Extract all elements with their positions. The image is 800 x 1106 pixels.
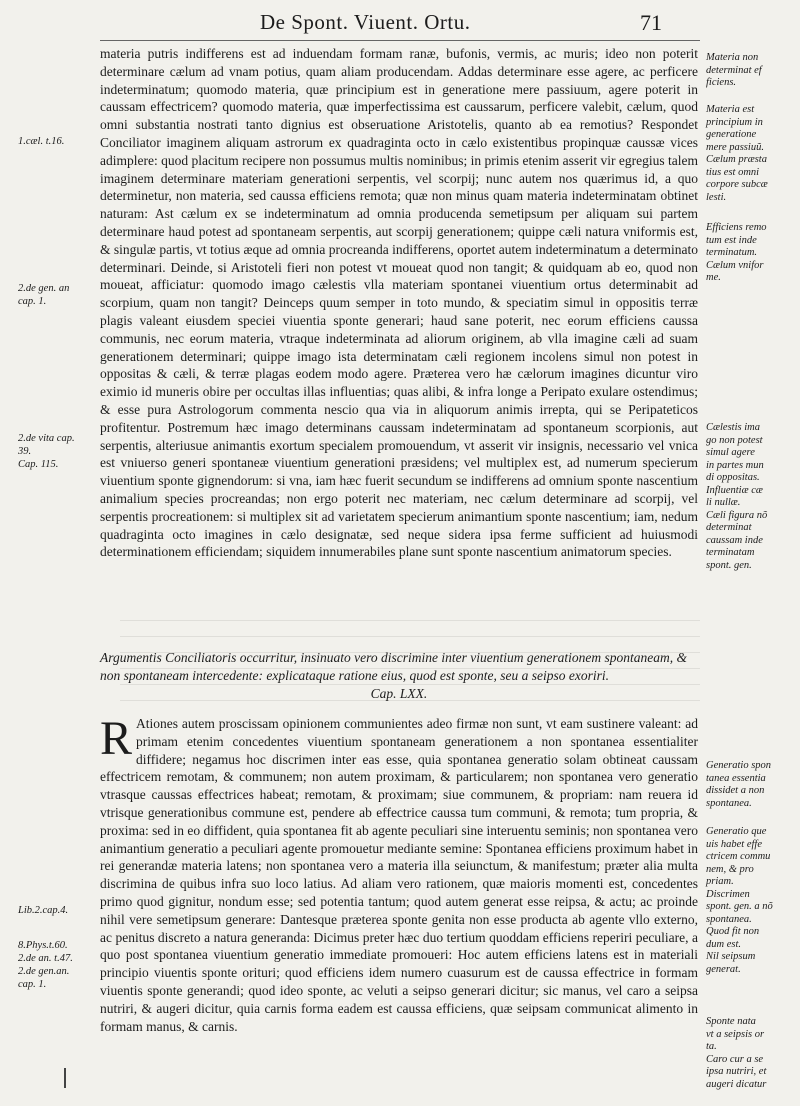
rubric-text: Argumentis Conciliatoris occurritur, insinuato vero discrimine inter viuentium generationem spontaneam, & non spontaneam intercedente: explicataque ratione eius, quod est sponte, seu a seipso exoriri. (100, 650, 687, 683)
chapter-number: Cap. LXX. (370, 685, 428, 701)
margin-note-6: Generatio que uis habet effe ctricem commu nem, & pro priam. Discrimen spont. gen. a nõ spontanea. Quod fit non dum est. Nil seipsum generat. (706, 826, 773, 975)
left-reference-2: 2.de gen. an cap. 1. (18, 283, 70, 307)
left-reference-3: 2.de vita cap. 39. Cap. 115. (18, 433, 75, 470)
margin-mark (64, 1068, 66, 1088)
drop-capital: R (100, 712, 133, 765)
margin-note-1: Materia non determinat ef ficiens. (706, 52, 762, 88)
header-rule (100, 40, 700, 41)
margin-note-2: Materia est principium in generatione mere passiuũ. Cælum præsta tius est omni corpore subcæ lesti. (706, 104, 768, 203)
margin-note-7: Sponte nata vt a seipsis or ta. Caro cur a se ipsa nutriri, et augeri dicatur (706, 1016, 767, 1090)
margin-note-4: Cælestis ima go non potest simul agere in partes mun di oppositas. Influentiæ cæ li nullæ. Cæli figura nõ determinat caussam inde terminatam spont. gen. (706, 422, 768, 571)
main-text-chapter (100, 712, 698, 1035)
left-reference-5: 8.Phys.t.60. 2.de an. t.47. 2.de gen.an. cap. 1. (18, 940, 73, 990)
left-reference-4: Lib.2.cap.4. (18, 905, 69, 916)
chapter-rubric (100, 649, 698, 702)
left-reference-1: 1.cæl. t.16. (18, 136, 65, 147)
page-number: 71 (640, 10, 662, 35)
margin-note-5: Generatio spon tanea essentia dissidet a non spontanea. (706, 760, 772, 809)
chapter-body: Ationes autem proscissam opinionem communientes adeo firmæ non sunt, vt eam sustinere valeant: ad primam etenim concedentes viuentium spontaneam generationem a non spontanea essentialiter diffidere; negamus hoc discrimen inter eas esse, quia spontanea generatio solam obtineat caussam effectricem remotam, & communem; non autem proximam, & particularem; non spontanea vero generatio vtrasque caussas effectrices habeat; remotam, & proximam; siue communem, & propriam: nam reuera id vtrisque generationibus commune est, pendere ab effectrice caussa tum communi, & remota; tum propria, & proxima: sed in eo diffident, quia spontanea fit ab agente peculiari sine interuentu seminis; non spontanea vero animantium generatio a peculiari agente promouetur mediante semine: Spontanea efficiens proximum habet in rei generandæ materia latens; non spontanea vero a materia illa seiunctum, & manifestum; præter alia multa discrimina de quibus infra suo loco latius. Ad aliam vero rationem, quæ maioris momenti est, concedentes primo quod gignitur, nondum esse; sed potentia tantum; quod autem generat esse reipsa, & actu; ac proinde nihil vere semetipsum generare: Dantesque præterea sponte genita non esse producta ab agente vllo externo, ac penitus discreto a natura generanda: Dicimus preter hæc duo tertium quoddam efficiens reperiri peculiare, a quo post spontanea viuentium generatio immediate promoueri: Hoc autem efficiens latens est in materiali principio viuentis sponte orituri; quod efficiens idem numero cuasurum est de caussa effectrice in formam viuentis sponte generandi; quod ideo sponte, ac veluti a seipso generari dicitur; sic manus, vel caro a seipsa nutriri, & augeri dicitur, quia carnis forma eadem est caussa efficiens, quæ seipsam communicat alimento in formam manus, & carnis. (100, 716, 698, 1034)
running-title: De Spont. Viuent. Ortu. (260, 10, 471, 34)
main-text-block: materia putris indifferens est ad induendam formam ranæ, bufonis, vermis, ac muris; ideo non poterit determinare cælum ad vnam potius, quam aliam producendam. Addas determinare esse agere, ac perficere indeterminatum; quomodo materia, quæ principium est in generatione mere passiuum, agere poterit in caussam effectricem? quomodo materia, quæ imperfectissima est caussarum, perficere valebit, cælum, quod omni substantia nostrati tanto dignius est obseruatione Aristotelis, quanto ab ea remotius? Respondet Conciliator imaginem aliquam astrorum ex quadraginta octo in cælo existentibus propinquæ caussæ vices adimplere: quod placitum recipere non possumus multis nominibus; in primis etenim asserit vir egregius talem imaginem determinare materiam generationi serpentis, vel scorpij; nunc autem nos quærimus id, a quo determinetur, non materia, sed caussa efficiens remota; quæ non minus quam materia indeterminatam obtinet naturam: Ast cælum ex se indeterminatum ad omnia producenda semetipsum per aliquam sui partem determinare haud potest ad spontaneam serpentis, aut scorpij generationem; quippe cæli natura vniformis est, & singulæ partis, vt totius æque ad omnia procreanda indifferens, oportet autem indeterminatum a determinato determinari. Deinde, si Aristoteli fieri non potest vt moueat quod non tangit; & quidquam ab eo, quod non moueat, afficiatur: quomodo imago cælestis vlla materiam spontanei viuentium ortus determinabit ad scorpium, quam non tangit? Deinceps quum semper in toto mundo, & speciatim simul in oppositis terræ plagis valeant eiusdem speciei viuentia sponte generari; haud sane poterit, nec eorum efficiens caussa communis, nec eorum materia, vtraque indeterminata ad aliorum originem, ab vlla imagine cæli ad suam generationem determinari; quippe imago ista determinatam cæli regionem incolens simul non potest in oppositas & cæli, & terræ plagas eodem modo agere. Præterea vero hæ cælorum imagines dicuntur viro eximio id muneris obire per occultas illas influentias; quas alibi, & infra longe a Peripato exulare ostendimus; & esse pura Astrologorum commenta nescio qua via in aliquorum animis irrepta, qui se Peripateticos profitentur. Postremum hæc imago determinans caussam indeterminatam ad spontaneum scorpionis, aut serpentis, alteriusue animantis exortum specialem promouendum, vt asserit vir insignis, necessario vel vnica est vniuerso generi spontaneæ viuentium generationi præsidens; vel multiplex est, ad numerum specierum viuentium sponte gignendorum: si vna, iam hæc fuerit secundum se indifferens ad omnium sponte nascentium animalium species procreandas; non ergo poterit nec materiam, nec cælum determinare ad scorpij, vel serpentis procreationem: si multiplex sit ad varietatem specierum animantium sponte nascentium; iam, nedum quadraginta octo imagines in cælo designatæ, sed neque sidera ipsa ferme sufficient ad huiusmodi determinationem efficiendam; siquidem innumerabiles plane sunt sponte nascentium animatorum species. (100, 46, 698, 560)
margin-note-3: Efficiens remo tum est inde terminatum. Cælum vnifor me. (706, 222, 767, 283)
